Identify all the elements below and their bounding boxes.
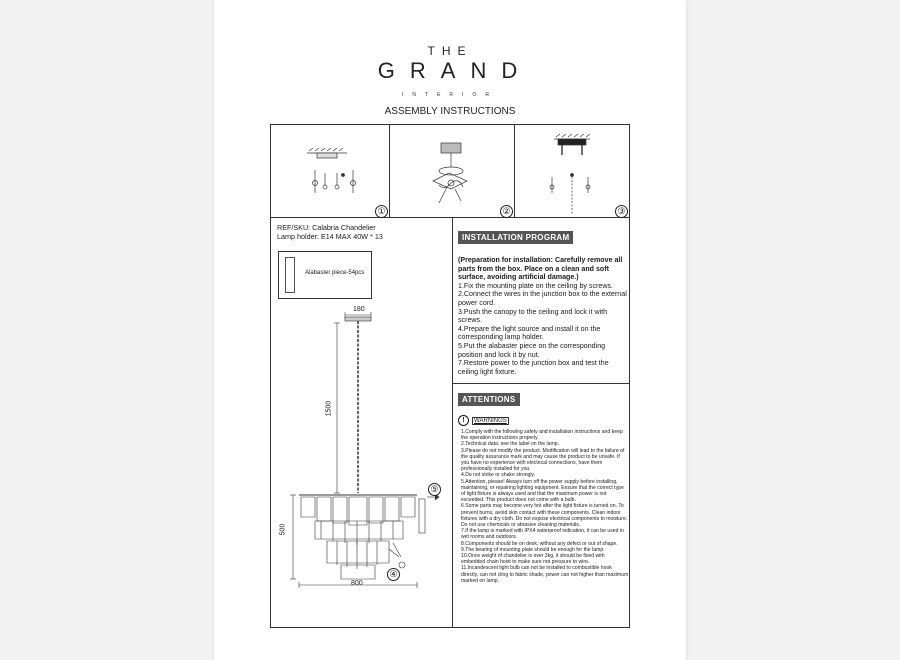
warnings-list: [461, 429, 629, 584]
divider: [452, 383, 629, 384]
install-step: 1.Fix the mounting plate on the ceiling by screws.: [458, 281, 613, 290]
installation-steps: [458, 249, 630, 376]
chandelier-diagram: [271, 303, 452, 623]
dimension-chain-length: 1500: [325, 400, 333, 417]
parts-list-box: [278, 251, 372, 299]
warning-item: 3.Please do not modify the product. Modification will lead to the failure of the quality assurance mark and may cause the product to be unsafe. If you have no experience with electrical connections, have them professionally installed for you.: [461, 447, 625, 473]
dimension-body-height: 500: [279, 523, 287, 536]
divider: [271, 217, 629, 218]
install-step: 5.Put the alabaster piece on the corresponding position and lock it by nut.: [458, 342, 606, 359]
instruction-sheet: [214, 0, 686, 660]
warning-item: 10.Once weight of chandelier is over 3kg, it should be fixed with embedded chain hoist to make sure not pressure to wire.: [461, 553, 605, 566]
document-title: ASSEMBLY INSTRUCTIONS: [384, 106, 516, 117]
piece-label: Alabaster piece-54pcs: [305, 270, 365, 276]
warning-item: 1.Comply with the following safety and installation instructions and keep the operation instructions properly.: [461, 429, 623, 442]
preparation-note: (Preparation for installation: Carefully remove all parts from the box. Place on a clean and soft surface, avoiding artificial damage.): [458, 256, 623, 282]
step-number-3: ③: [615, 205, 628, 218]
attentions-heading: ATTENTIONS: [458, 393, 520, 406]
dimension-body-width: 800: [351, 580, 363, 587]
ref-sku: REF/SKU: Calabria Chandelier: [277, 223, 376, 232]
warning-item: 7.If the lamp is marked with IPX4 waterproof indication, it can be used in wet rooms and outdoors.: [461, 528, 624, 541]
brand-the: THE: [427, 44, 473, 58]
canopy-illustration: [514, 125, 629, 217]
mounting-plate-illustration: [271, 125, 389, 217]
step-number-4: ④: [387, 568, 400, 581]
warning-item: 9.The bearing of mounting plate should be enough for the lamp.: [461, 546, 605, 553]
product-info: [277, 223, 383, 241]
divider: [452, 217, 453, 627]
brand-grand: GRAND: [377, 58, 533, 83]
dimension-top-width: 180: [353, 306, 365, 313]
alabaster-piece-icon: [285, 257, 295, 293]
warning-item: 6.Some parts may become very hot after the light fixture is turned on. To prevent burns, avoid skin contact with these components. Clean indoor fixtures with a dry cloth. Do not expose electrical components to moisture. Do not use chemicals or abrasive cleaning materials.: [461, 503, 628, 529]
warning-item: 2.Technical data: see the label on the lamp.: [461, 441, 559, 448]
step-number-1: ①: [375, 205, 388, 218]
exclamation-icon: !: [458, 415, 469, 426]
install-step: 4.Prepare the light source and install it on the corresponding lamp holder.: [458, 324, 601, 342]
install-step: 3.Push the canopy to the ceiling and lock it with screws.: [458, 307, 608, 325]
warning-item: 4.Do not strike or shake strongly.: [461, 472, 536, 479]
step-number-2: ②: [500, 205, 513, 218]
wiring-illustration: [389, 125, 514, 217]
warnings-label: WARNINGS: [474, 417, 507, 424]
warning-item: 8.Components should be on desk, without any defect or out of shape.: [461, 540, 618, 547]
instruction-frame: [270, 124, 630, 628]
installation-heading: INSTALLATION PROGRAM: [458, 231, 573, 244]
lamp-holder-spec: Lamp holder: E14 MAX 40W * 13: [277, 232, 383, 241]
install-step: 7.Restore power to the junction box and test the ceiling light fixture.: [458, 359, 609, 376]
step-number-5: ⑤: [428, 483, 441, 496]
install-step: 2.Connect the wires in the junction box to the external power cord.: [458, 290, 627, 308]
warning-item: 5.Attention, please! Always turn off the power supply before installing, maintaining, or repairing lighting equipment. Ensure that the correct type of light fixture is always used and that the maximum power is not exceeded. This product does not come with a bulb.: [461, 478, 624, 504]
warning-item: 11.Incandescent light bulb can not be installed to combustible hook directly, can not cling to fabric shade, power can not higher than maximum marked on lamp.: [461, 565, 629, 584]
brand-interior: INTERIOR: [402, 92, 498, 98]
warnings-row: [458, 415, 509, 426]
